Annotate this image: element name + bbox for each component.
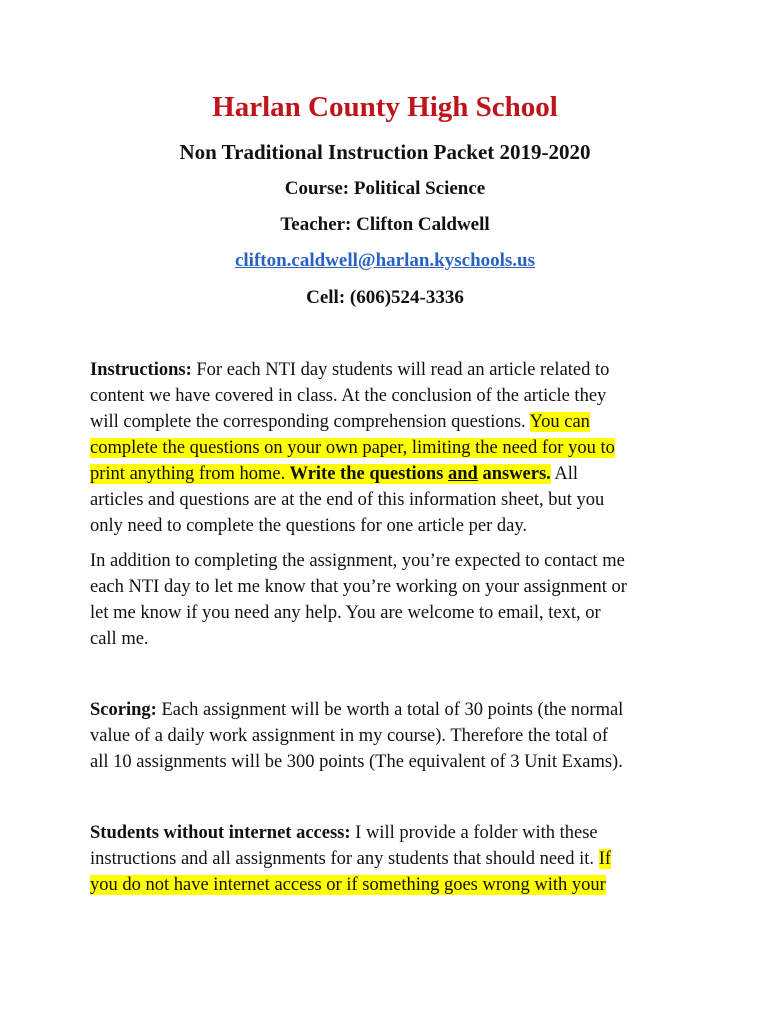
instructions-paragraph bbox=[90, 357, 690, 539]
instructions-text: All bbox=[550, 464, 579, 484]
instructions-text: content we have covered in class. At the conclusion of the article they bbox=[90, 386, 607, 406]
instructions-text: only need to complete the questions for one article per day. bbox=[90, 516, 527, 536]
contact-text: In addition to completing the assignment, you’re expected to contact me bbox=[90, 551, 625, 571]
contact-text: let me know if you need any help. You are welcome to email, text, or bbox=[90, 603, 601, 623]
contact-text: each NTI day to let me know that you’re working on your assignment or bbox=[90, 577, 627, 597]
course-line: Course: Political Science bbox=[284, 178, 486, 199]
contact-text: call me. bbox=[90, 629, 149, 649]
cell-phone-line: Cell: (606)524-3336 bbox=[306, 287, 464, 308]
bold-highlighted-text: Write the questions bbox=[285, 464, 448, 484]
underlined-and: and bbox=[448, 464, 478, 484]
teacher-line: Teacher: Clifton Caldwell bbox=[280, 214, 490, 235]
highlighted-text: print anything from home. bbox=[90, 464, 286, 484]
packet-title: Non Traditional Instruction Packet 2019-2020 bbox=[179, 140, 591, 164]
no-internet-label: Students without internet access: bbox=[90, 823, 351, 843]
instructions-text: For each NTI day students will read an article related to bbox=[191, 360, 610, 380]
scoring-text: all 10 assignments will be 300 points (The equivalent of 3 Unit Exams). bbox=[90, 752, 623, 772]
instructions-text: will complete the corresponding comprehension questions. bbox=[90, 412, 530, 432]
highlighted-text: complete the questions on your own paper, limiting the need for you to bbox=[90, 438, 615, 458]
highlighted-text: you do not have internet access or if something goes wrong with your bbox=[90, 875, 606, 895]
instructions-label: Instructions: bbox=[90, 360, 192, 380]
highlighted-text: If bbox=[598, 849, 612, 869]
scoring-paragraph bbox=[90, 697, 690, 775]
scoring-text: value of a daily work assignment in my course). Therefore the total of bbox=[90, 726, 609, 746]
highlighted-text: You can bbox=[529, 412, 590, 432]
bold-highlighted-text: answers. bbox=[477, 464, 551, 484]
scoring-text: Each assignment will be worth a total of 30 points (the normal bbox=[156, 700, 624, 720]
contact-paragraph bbox=[90, 548, 690, 652]
no-internet-text: instructions and all assignments for any students that should need it. bbox=[90, 849, 599, 869]
school-title: Harlan County High School bbox=[212, 91, 558, 123]
no-internet-text: I will provide a folder with these bbox=[350, 823, 598, 843]
instructions-text: articles and questions are at the end of this information sheet, but you bbox=[90, 490, 605, 510]
teacher-email-link[interactable]: clifton.caldwell@harlan.kyschools.us bbox=[234, 250, 536, 271]
scoring-label: Scoring: bbox=[90, 700, 157, 720]
no-internet-paragraph bbox=[90, 820, 690, 898]
